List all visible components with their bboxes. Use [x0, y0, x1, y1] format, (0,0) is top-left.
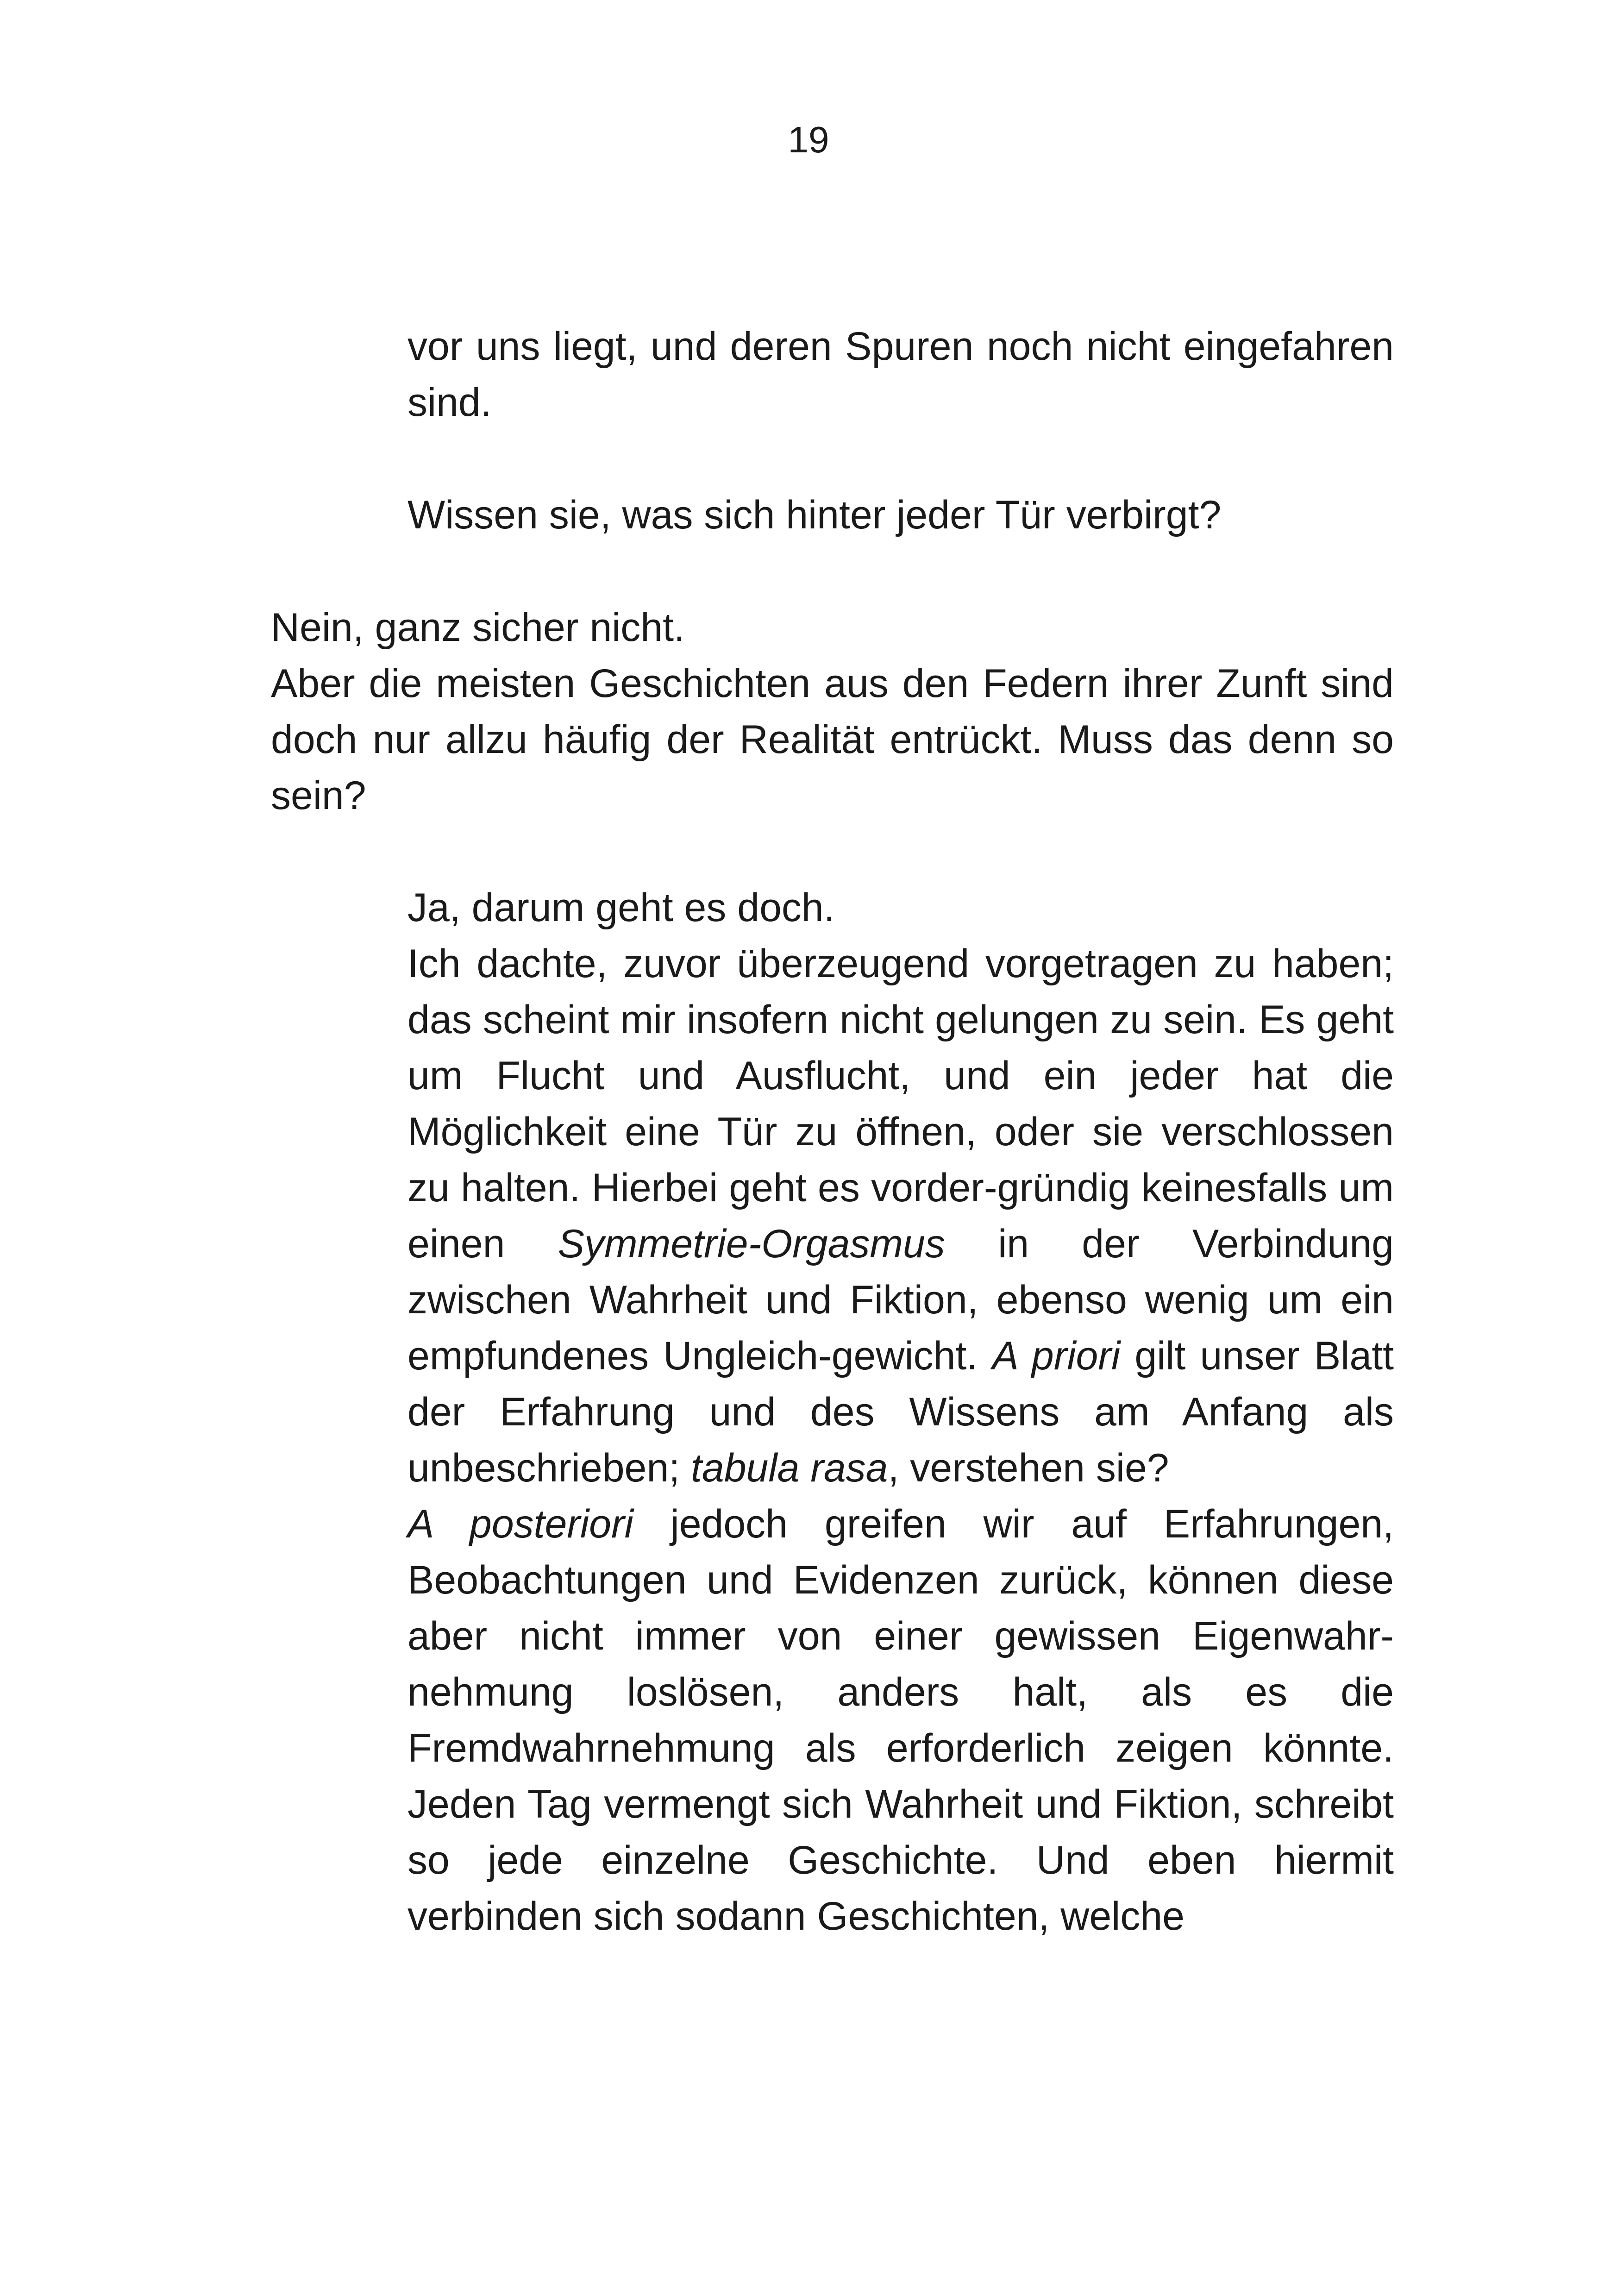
paragraph-continuation	[407, 319, 1394, 431]
paragraph-text	[407, 936, 1394, 1496]
paragraph-text	[407, 1496, 1394, 1945]
italic-term: tabula rasa	[691, 1446, 888, 1490]
paragraph-text: Nein, ganz sicher nicht.	[271, 605, 685, 650]
paragraph-question	[407, 487, 1394, 543]
italic-term: Symmetrie-Orgasmus	[558, 1222, 945, 1266]
paragraph-text: Ja, darum geht es doch.	[407, 885, 835, 930]
text-run: jedoch greifen wir auf Erfahrungen, Beobachtungen und Evidenzen zurück, können diese aber nicht immer von einer gewissen Eigenwahr-nehmung loslösen, anders halt, als es die Fremdwahrnehmung als erforderlich zeigen könnte. Jeden Tag vermengt sich Wahrheit und Fiktion, schreibt so jede einzelne Geschichte. Und eben hiermit verbinden sich sodann Geschichten, welche	[407, 1502, 1394, 1938]
paragraph-text: Aber die meisten Geschichten aus den Federn ihrer Zunft sind doch nur allzu häufig der Realität entrückt. Muss das denn so sein?	[271, 661, 1394, 818]
paragraph-text: Wissen sie, was sich hinter jeder Tür verbirgt?	[407, 493, 1222, 537]
text-run: gilt unser Blatt der Erfahrung und des Wissens am Anfang als unbeschrieben;	[407, 1334, 1394, 1490]
paragraph-answer	[407, 880, 1394, 1945]
text-run: , verstehen sie?	[888, 1446, 1169, 1490]
text-run: Ich dachte, zuvor überzeugend vorgetragen zu haben; das scheint mir insofern nicht gelungen zu sein. Es geht um Flucht und Ausflucht, und ein jeder hat die Möglichkeit eine Tür zu öffnen, oder sie verschlossen zu halten. Hierbei geht es vorder-gründig keinesfalls um einen	[407, 941, 1394, 1266]
italic-term: A priori	[992, 1334, 1121, 1378]
text-run: in der Verbindung zwischen Wahrheit und Fiktion, ebenso wenig um ein empfundenes Ungleich-gewicht.	[407, 1222, 1394, 1378]
paragraph-text: vor uns liegt, und deren Spuren noch nicht eingefahren sind.	[407, 324, 1394, 425]
italic-term: A posteriori	[407, 1502, 633, 1546]
paragraph-reply	[271, 600, 1394, 824]
page-number: 19	[788, 119, 829, 160]
